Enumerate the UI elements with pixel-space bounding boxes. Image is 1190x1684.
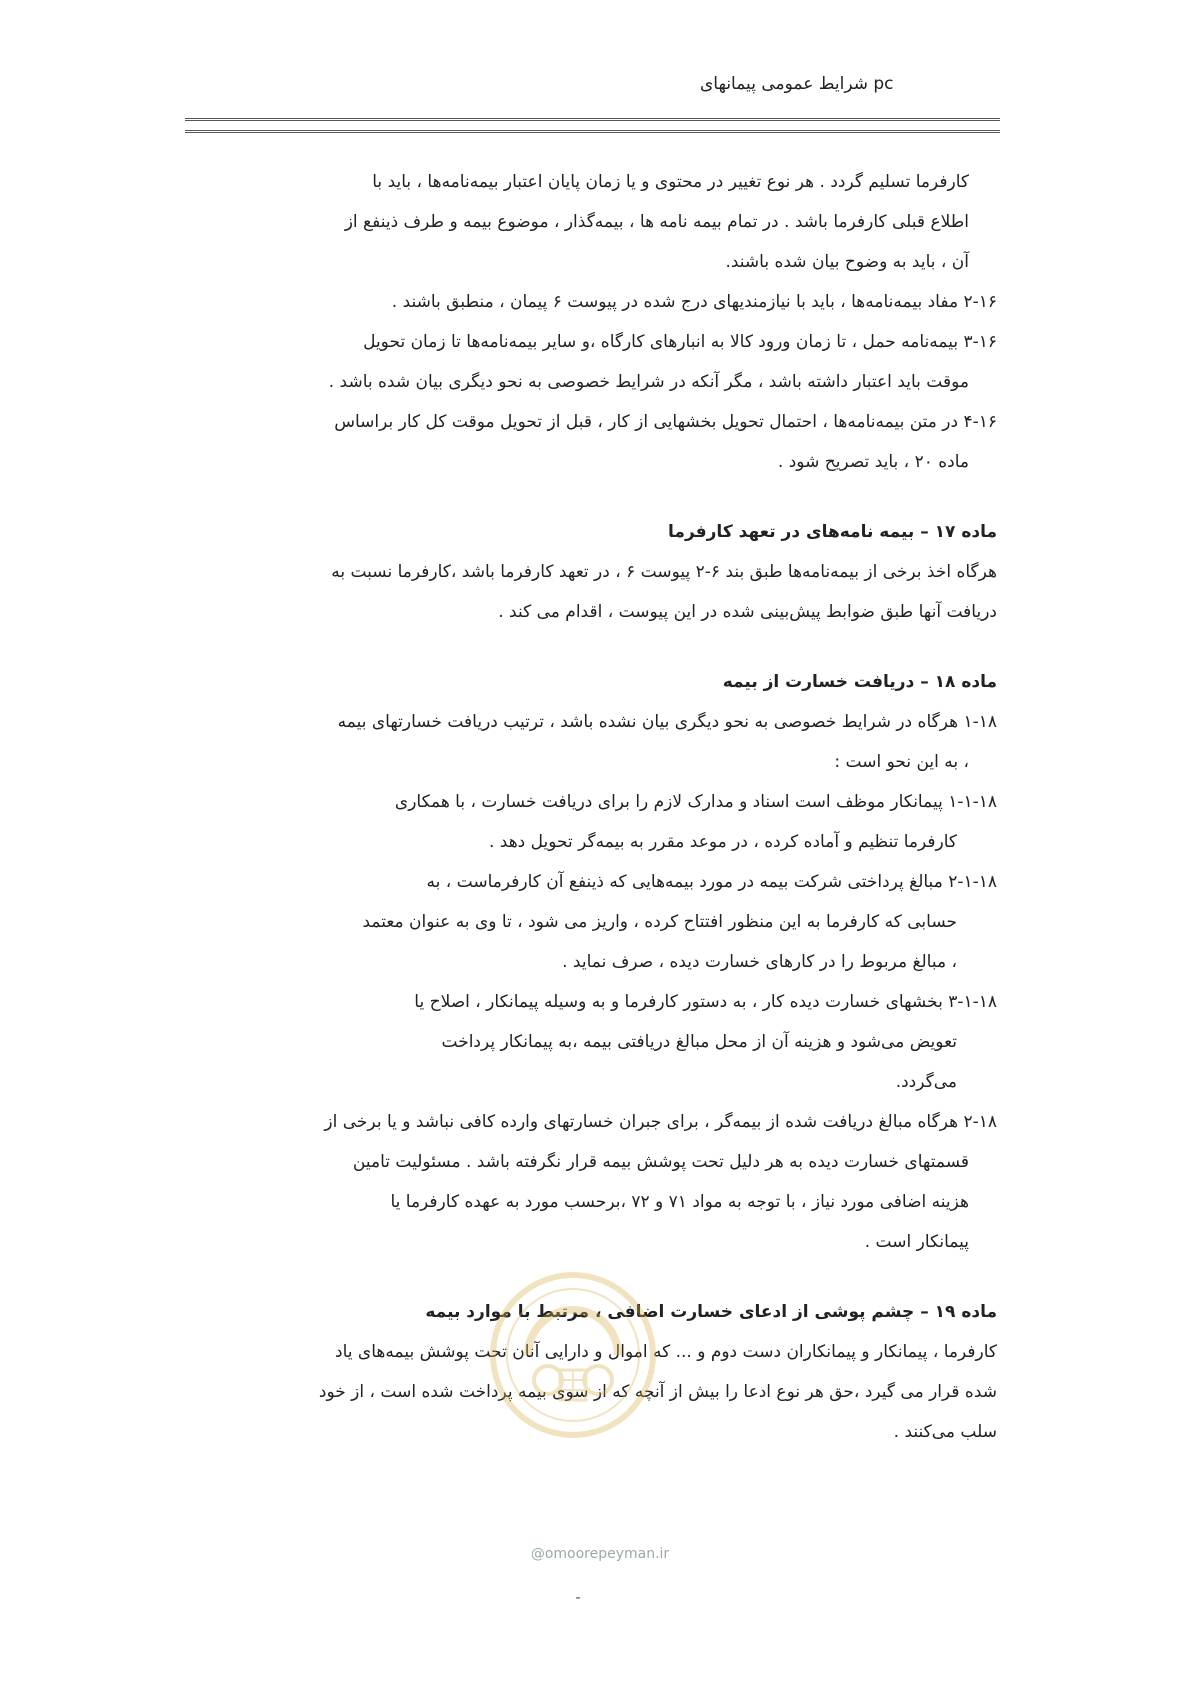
article-19-text: سلب می‌کنند . <box>893 1422 997 1442</box>
article-19-text: شده قرار می گیرد ،حق هر نوع ادعا را بیش از آنچه که از سوی بیمه پرداخت شده است ، از خود <box>318 1382 997 1402</box>
clause-18-1-2-continued: ، مبالغ مربوط را در کارهای خسارت دیده ، صرف نماید . <box>562 952 957 972</box>
seal-logo-icon <box>488 1270 658 1440</box>
running-header-title: شرایط عمومی پیمانهای pc <box>700 74 894 94</box>
clause-18-2-continued: پیمانکار است . <box>864 1232 969 1252</box>
intro-line: کارفرما تسلیم گردد . هر نوع تغییر در محتوی و یا زمان پایان اعتبار بیمه‌نامه‌ها ، باید با <box>372 172 969 192</box>
intro-line: اطلاع قبلی کارفرما باشد . در تمام بیمه نامه ها ، بیمه‌گذار ، موضوع بیمه و طرف ذینفع از <box>344 212 969 232</box>
article-17-text: هرگاه اخذ برخی از بیمه‌نامه‌ها طبق بند ۶-۲ پیوست ۶ ، در تعهد کارفرما باشد ،کارفرما نسبت به <box>331 562 997 582</box>
clause-18-1-1-continued: کارفرما تنظیم و آماده کرده ، در موعد مقرر به بیمه‌گر تحویل دهد . <box>488 832 957 852</box>
clause-16-2: ۲-۱۶ مفاد بیمه‌نامه‌ها ، باید با نیازمندیهای درج شده در پیوست ۶ پیمان ، منطبق باشند . <box>391 292 997 312</box>
article-17-text: دریافت آنها طبق ضوابط پیش‌بینی شده در این پیوست ، اقدام می کند . <box>498 602 997 622</box>
article-19-text: کارفرما ، پیمانکار و پیمانکاران دست دوم و ... که اموال و دارایی آنان تحت پوشش بیمه‌های یاد <box>335 1342 997 1362</box>
clause-18-2-continued: قسمتهای خسارت دیده به هر دلیل تحت پوشش بیمه قرار نگرفته باشد . مسئولیت تامین <box>352 1152 969 1172</box>
intro-line: آن ، باید به وضوح بیان شده باشند. <box>725 252 969 272</box>
clause-18-2-continued: هزینه اضافی مورد نیاز ، با توجه به مواد ۷۱ و ۷۲ ،برحسب مورد به عهده کارفرما یا <box>390 1192 969 1212</box>
clause-18-1-continued: ، به این نحو است : <box>834 752 969 772</box>
clause-18-1-3-continued: تعویض می‌شود و هزینه آن از محل مبالغ دریافتی بیمه ،به پیمانکار پرداخت <box>441 1032 957 1052</box>
clause-18-1-3: ۳-۱-۱۸ بخشهای خسارت دیده کار ، به دستور کارفرما و به وسیله پیمانکار ، اصلاح یا <box>414 992 997 1012</box>
article-19-heading: ماده ۱۹ – چشم پوشی از ادعای خسارت اضافی ، مرتبط با موارد بیمه <box>425 1302 997 1322</box>
clause-16-3-continued: موقت باید اعتبار داشته باشد ، مگر آنکه در شرایط خصوصی به نحو دیگری بیان شده باشد . <box>328 372 969 392</box>
page-body <box>185 162 997 1452</box>
watermark-url: @omoorepeyman.ir <box>530 1546 670 1562</box>
clause-18-1-1: ۱-۱-۱۸ پیمانکار موظف است اسناد و مدارک لازم را برای دریافت خسارت ، با همکاری <box>394 792 997 812</box>
clause-18-1-2-continued: حسابی که کارفرما به این منظور افتتاح کرده ، واریز می شود ، تا وی به عنوان معتمد <box>362 912 957 932</box>
page-number-mark: - <box>575 1590 581 1606</box>
clause-18-1-2: ۲-۱-۱۸ مبالغ پرداختی شرکت بیمه در مورد بیمه‌هایی که ذینفع آن کارفرماست ، به <box>426 872 997 892</box>
clause-16-4: ۴-۱۶ در متن بیمه‌نامه‌ها ، احتمال تحویل بخشهایی از کار ، قبل از تحویل موقت کل کار براساس <box>334 412 997 432</box>
clause-18-1: ۱-۱۸ هرگاه در شرایط خصوصی به نحو دیگری بیان نشده باشد ، ترتیب دریافت خسارتهای بیمه <box>337 712 997 732</box>
clause-16-4-continued: ماده ۲۰ ، باید تصریح شود . <box>777 452 969 472</box>
header-divider <box>185 118 1000 133</box>
article-18-heading: ماده ۱۸ – دریافت خسارت از بیمه <box>722 672 997 692</box>
clause-18-2: ۲-۱۸ هرگاه مبالغ دریافت شده از بیمه‌گر ، برای جبران خسارتهای وارده کافی نباشد و یا برخی از <box>324 1112 997 1132</box>
article-17-heading: ماده ۱۷ – بیمه نامه‌های در تعهد کارفرما <box>668 522 997 542</box>
clause-16-3: ۳-۱۶ بیمه‌نامه حمل ، تا زمان ورود کالا به انبارهای کارگاه ،و سایر بیمه‌نامه‌ها تا زمان تحویل <box>363 332 997 352</box>
clause-18-1-3-continued: می‌گردد. <box>895 1072 957 1092</box>
